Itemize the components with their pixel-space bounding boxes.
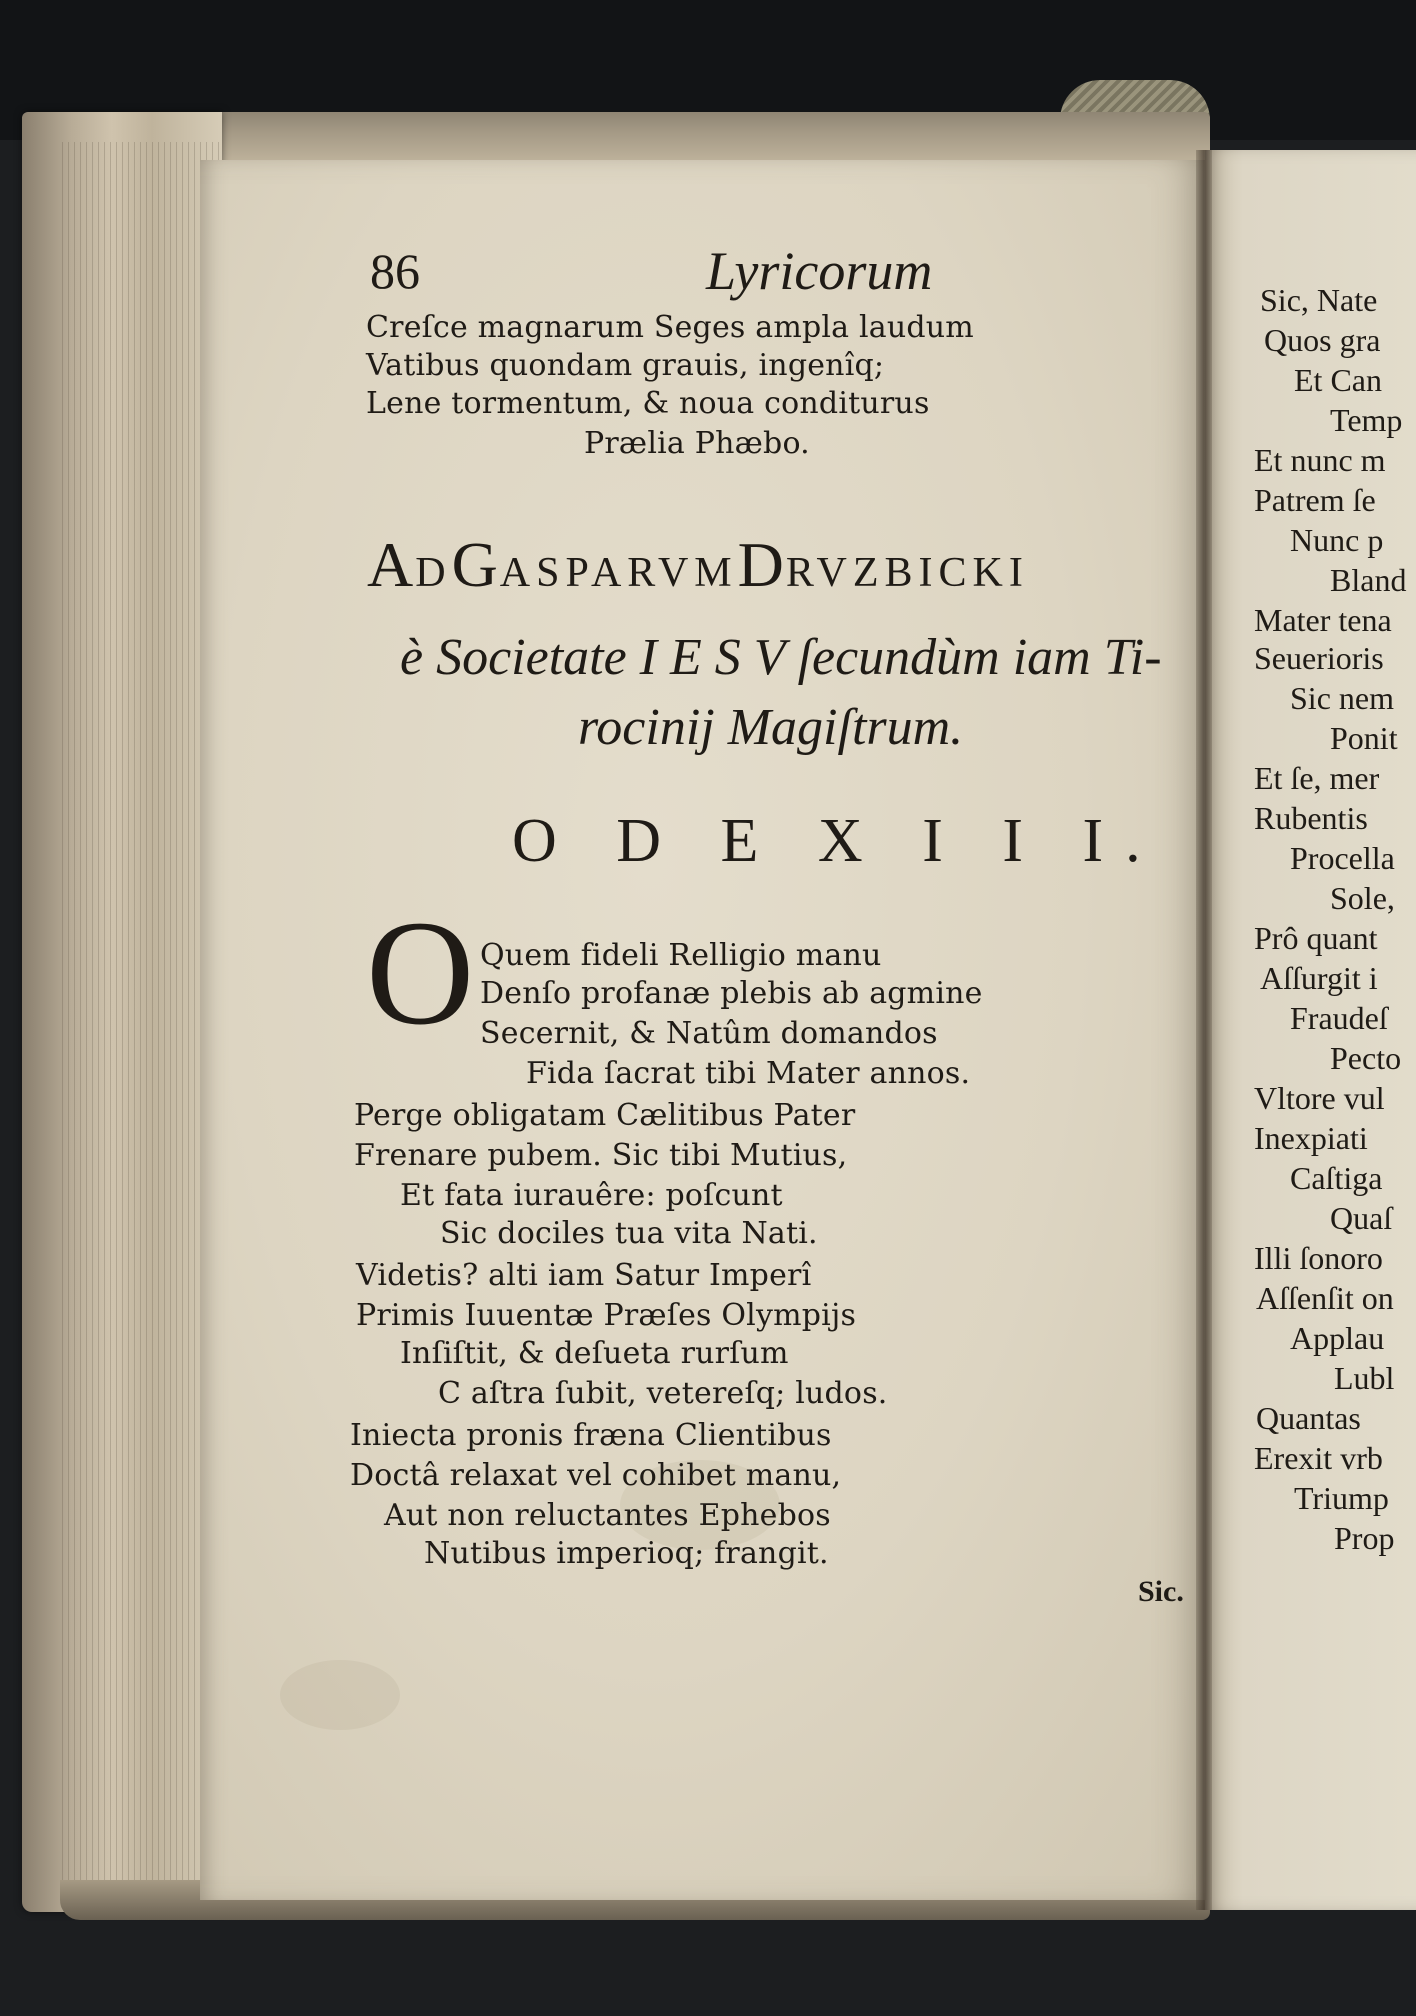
right-page-line: Procella (1290, 840, 1395, 876)
ode-heading: O D E X I I I. (512, 807, 1163, 875)
ode-line: C aſtra ſubit, vetereſq; ludos. (438, 1376, 888, 1411)
ode-line: Perge obligatam Cælitibus Pater (354, 1098, 856, 1133)
stanza-line: Lene tormentum, & noua conditurus (366, 386, 930, 421)
right-page-line: Inexpiati (1254, 1120, 1368, 1156)
right-page-line: Et Can (1294, 362, 1382, 398)
ode-line: Secernit, & Natûm domandos (480, 1016, 938, 1051)
stanza-line: Vatibus quondam grauis, ingenîq; (366, 348, 885, 383)
ode-line: Denſo profanæ plebis ab agmine (480, 976, 983, 1011)
paper-stain (280, 1660, 400, 1730)
right-page-line: Quantas (1256, 1400, 1361, 1436)
title-initial: G (451, 529, 500, 600)
title-smallcaps: ASPARVM (499, 550, 738, 596)
ode-line: Nutibus imperioq; frangit. (424, 1536, 829, 1571)
right-page-line: Aſſurgit i (1260, 960, 1378, 996)
page-number: 86 (370, 243, 420, 299)
right-page-text (1248, 150, 1416, 1570)
right-page-line: Caſtiga (1290, 1160, 1383, 1196)
ode-line: Quem fideli Relligio manu (480, 938, 882, 973)
right-page-line: Sic, Nate (1260, 282, 1378, 318)
ode-line: Primis Iuuentæ Præſes Olympijs (356, 1298, 857, 1333)
right-page-line: Erexit vrb (1254, 1440, 1383, 1476)
catchword: Sic. (1138, 1575, 1184, 1608)
ode-line: Fida ſacrat tibi Mater annos. (526, 1056, 971, 1091)
book-gutter (1196, 150, 1212, 1910)
right-page-line: Nunc p (1290, 522, 1384, 558)
right-page-line: Fraudeſ (1290, 1000, 1388, 1036)
right-page-line: Patrem ſe (1254, 482, 1376, 518)
ode-line: Videtis? alti iam Satur Imperî (356, 1258, 812, 1293)
ode-line: Inſiſtit, & deſueta rurſum (400, 1336, 789, 1371)
ode-line: Et fata iurauêre: poſcunt (400, 1178, 783, 1213)
title-initial: A (367, 529, 416, 600)
ode-subtitle-line: è Societate I E S V ſecundùm iam Ti- (400, 629, 1162, 686)
stanza-line: Prælia Phæbo. (584, 426, 810, 461)
title-smallcaps: RVZBICKI (785, 550, 1029, 596)
right-page-line: Triump (1294, 1480, 1389, 1516)
ode-line: Sic dociles tua vita Nati. (440, 1216, 818, 1251)
title-smallcaps: D (415, 550, 452, 596)
right-page-line: Lubl (1334, 1360, 1395, 1396)
ode-subtitle-line: rocinij Magiſtrum. (578, 699, 964, 756)
right-page-line: Aſſenſit on (1256, 1280, 1394, 1316)
stanza-line: Creſce magnarum Seges ampla laudum (366, 310, 974, 345)
right-page-line: Temp (1330, 402, 1403, 438)
drop-cap-initial: O (366, 890, 475, 1056)
right-page-line: Quos gra (1264, 322, 1381, 358)
right-page-line: Et ſe, mer (1254, 760, 1380, 796)
ode-line: Frenare pubem. Sic tibi Mutius, (354, 1138, 848, 1173)
ode-line: Aut non reluctantes Ephebos (384, 1498, 831, 1533)
right-page-line: Vltore vul (1254, 1080, 1385, 1116)
right-page-line: Bland (1330, 562, 1407, 598)
right-page-line: Prô quant (1254, 920, 1378, 956)
right-page-line: Ponit (1330, 720, 1398, 756)
right-page-line: Mater tena (1254, 602, 1392, 638)
right-page-line: Quaſ (1330, 1200, 1393, 1236)
ode-line: Doctâ relaxat vel cohibet manu, (350, 1458, 842, 1493)
running-head: Lyricorum (706, 241, 933, 301)
book-page-edges (22, 112, 222, 1912)
right-page-line: Prop (1334, 1520, 1395, 1556)
right-page-line: Applau (1290, 1320, 1385, 1356)
right-page-line: Pecto (1330, 1040, 1402, 1076)
right-page-line: Sole, (1330, 880, 1395, 916)
ode-line: Iniecta pronis fræna Clientibus (350, 1418, 832, 1453)
right-page-line: Sic nem (1290, 680, 1394, 716)
title-initial: D (737, 529, 786, 600)
right-page-line: Illi ſonoro (1254, 1240, 1383, 1276)
right-page-line: Et nunc m (1254, 442, 1386, 478)
ode-dedication-title (367, 528, 1029, 602)
right-page-line: Seuerioris (1254, 640, 1384, 676)
right-page-line: Rubentis (1254, 800, 1368, 836)
